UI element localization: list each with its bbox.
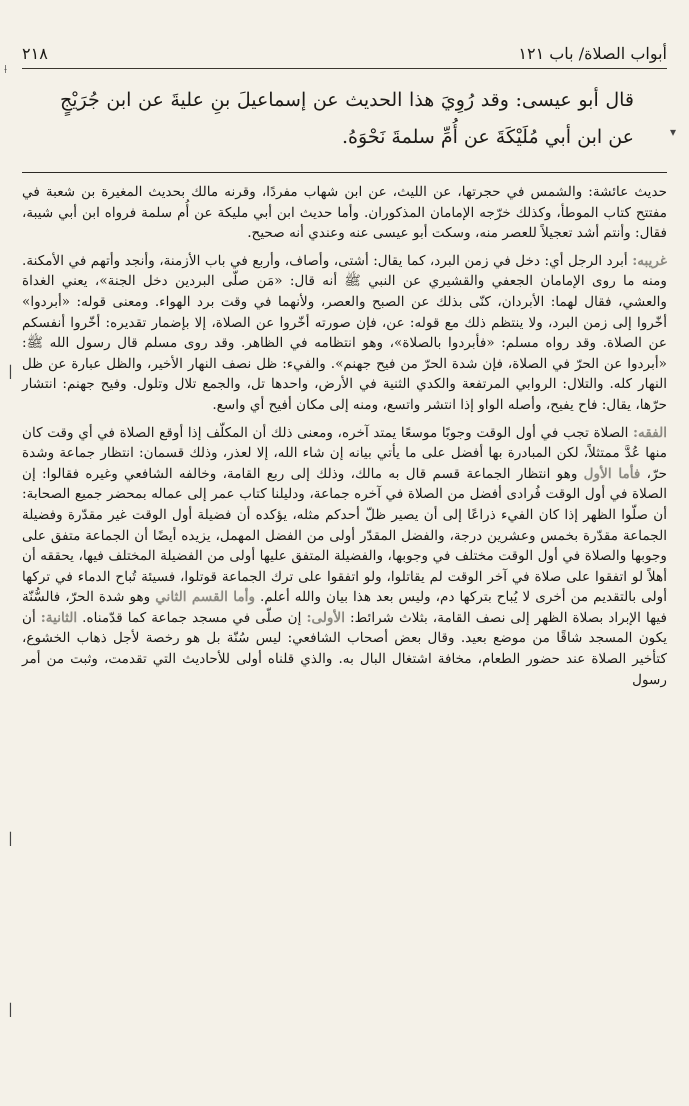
main-paragraph: قال أبو عيسى: وقد رُوِيَ هذا الحديث عن إسماعيلَ بنِ عليةَ عن ابن جُرَيْجٍ عن ابن أبي مُلَيْكَةَ عن أُمِّ سلمةَ نَحْوَهُ. — [60, 89, 634, 148]
section-divider — [22, 172, 667, 173]
hadith-main-text — [60, 82, 634, 156]
first-part-label: فأما الأول — [583, 465, 641, 482]
fiqh-text-b: وهو انتظار الجماعة قسم قال به مالك، وذلك إلى ربع القامة، وخالفه الشافعي وغيره فقالوا: إن الصلاة في أول الوقت فُرادى أفضل من الصلاة في آخره جماعة، ودليلنا كتاب عمر إلى عماله بمحضر جميع الصحابة: أن صلّوا الظهر إذا كان الفيء ذراعًا إلى أن يصير ظلّ أحدكم مثله، يؤكده أن فضيلة أول الوقت غير مقدّرة وفضيلة الجماعة مقدّرة بخمس وعشرين درجة، والفضل المقدّر أولى من الفضل المهمل، يزيده أيضًا أن الجماعة متفق على وجوبها والصلاة في أول الوقت مختلف في وجوبها، والفضيلة المتفق عليها أولى من الفضيلة المختلف فيها، يحققه أن أهلاً لو اتفقوا على صلاة في آخر الوقت لم يقاتلوا، ولو اتفقوا على ترك الجماعة قوتلوا، فسيئة تُباح الدماء في تركها أولى بالتقديم من أخرى لا يُباح بتركها دم، وليس بعد هذا بيان والله أعلم. — [22, 465, 667, 606]
margin-mark: ▏ — [10, 832, 20, 846]
second-part-label: وأما القسم الثاني — [155, 589, 256, 606]
fiqh-text-d: إن صلّى في مسجد جماعة كما قدّمناه. — [77, 609, 307, 626]
gharib-text: أبرد الرجل أي: دخل في زمن البرد، كما يقال: أشتى، وأصاف، وأربع في باب الأزمنة، وأنجد وأتهم في الأمكنة. ومنه ما روى الإمامان الجعفي والقشيري عن النبي ﷺ أنه قال: «مَن صلّى البردين دخل الجنة»، يعني الغداة والعشي، فقال لهما: الأبردان، كنّى بذلك عن الصبح والعصر، ولأنهما في وقت برد الهواء. ومعنى قوله: «أبردوا» أخّروا إلى زمن البرد، ولا ينتظم ذلك مع قوله: عن، فإن صورته أخّروا عن الصلاة، إلا بإضمار تقديره: أخّروا أنفسكم عن الصلاة. وقد رواه مسلم: «فأبردوا بالصلاة»، وهو انتظامه في الظاهر. وقد روى مسلم قال رسول الله ﷺ: «أبردوا عن الحرّ في الصلاة، فإن شدة الحرّ من فيح جهنم». والفيء: ظل نصف النهار الأخير، والظل عبارة عن ظل النهار كله. والتلال: الروابي المرتفعة والكدي الثنية في الأرض، واحدها تل، والجمع تلال وتلول. وفيح جهنم: انتشار حرّها، يقال: فاح يفيح، وأصله الواو إذا انتشر واتسع، ومنه إلى مكان أفيح أي واسع. — [22, 252, 667, 413]
commentary-paragraph-3 — [22, 423, 667, 691]
commentary — [22, 182, 667, 697]
commentary-paragraph-1: حديث عائشة: والشمس في حجرتها، عن الليث، عن ابن شهاب مفردًا، وقرنه مالك بحديث المغيرة بن شعبة في مفتتح كتاب الموطأ، وكذلك خرّجه الإمامان المذكوران. وأما حديث ابن أبي مليكة عن أُم سلمة فرواه ابن أبي شيبة، فقال: وأنتم أشد تعجيلاً للعصر منه، وسكت أبو عيسى عنه وعندي أنه صحيح. — [22, 184, 667, 242]
first-condition-label: الأولى: — [306, 609, 346, 626]
fiqh-label: الفقه: — [633, 424, 667, 441]
page-number: ٢١٨ — [22, 43, 48, 63]
second-condition-label: الثانية: — [40, 609, 78, 626]
margin-mark: ▾ — [670, 125, 677, 139]
page-header — [22, 40, 667, 66]
gharib-label: غريبه: — [632, 252, 667, 269]
fiqh-text-c: وهو شدة الحرّ، فالسُّنّة فيها الإبراد بصلاة الظهر إلى نصف القامة، بثلاث شرائط: — [22, 589, 667, 626]
margin-mark: ⟊ — [4, 62, 8, 76]
margin-mark: ▏ — [10, 365, 20, 379]
commentary-paragraph-2 — [22, 251, 667, 416]
chapter-title: أبواب الصلاة/ باب ١٢١ — [518, 43, 667, 63]
fiqh-text-a: الصلاة تجب في أول الوقت وجوبًا موسعًا يمتد آخره، ومعنى ذلك أن المكلّف إذا أوقع الصلاة في أي وقت كان منها عُدَّ ممتثلاً، لكن المبادرة بها أفضل على ما يأتي بيانه إن شاء الله، إلا لعذر، وذلك قسمان: انتظار جماعة وشدة حرّ، — [22, 424, 667, 482]
margin-mark: ▏ — [10, 1003, 20, 1017]
header-rule — [22, 68, 667, 69]
fiqh-text-e: أن يكون المسجد شاقًا من موضع بعيد. وقال بعض أصحاب الشافعي: ليس سُنّة بل هو رخصة لأجل ذهاب الخشوع، كتأخير الصلاة عند حضور الطعام، مخافة اشتغال البال به. والذي قلناه أولى للأحاديث التي تقدمت، وثبت من أمر رسول — [22, 609, 667, 688]
